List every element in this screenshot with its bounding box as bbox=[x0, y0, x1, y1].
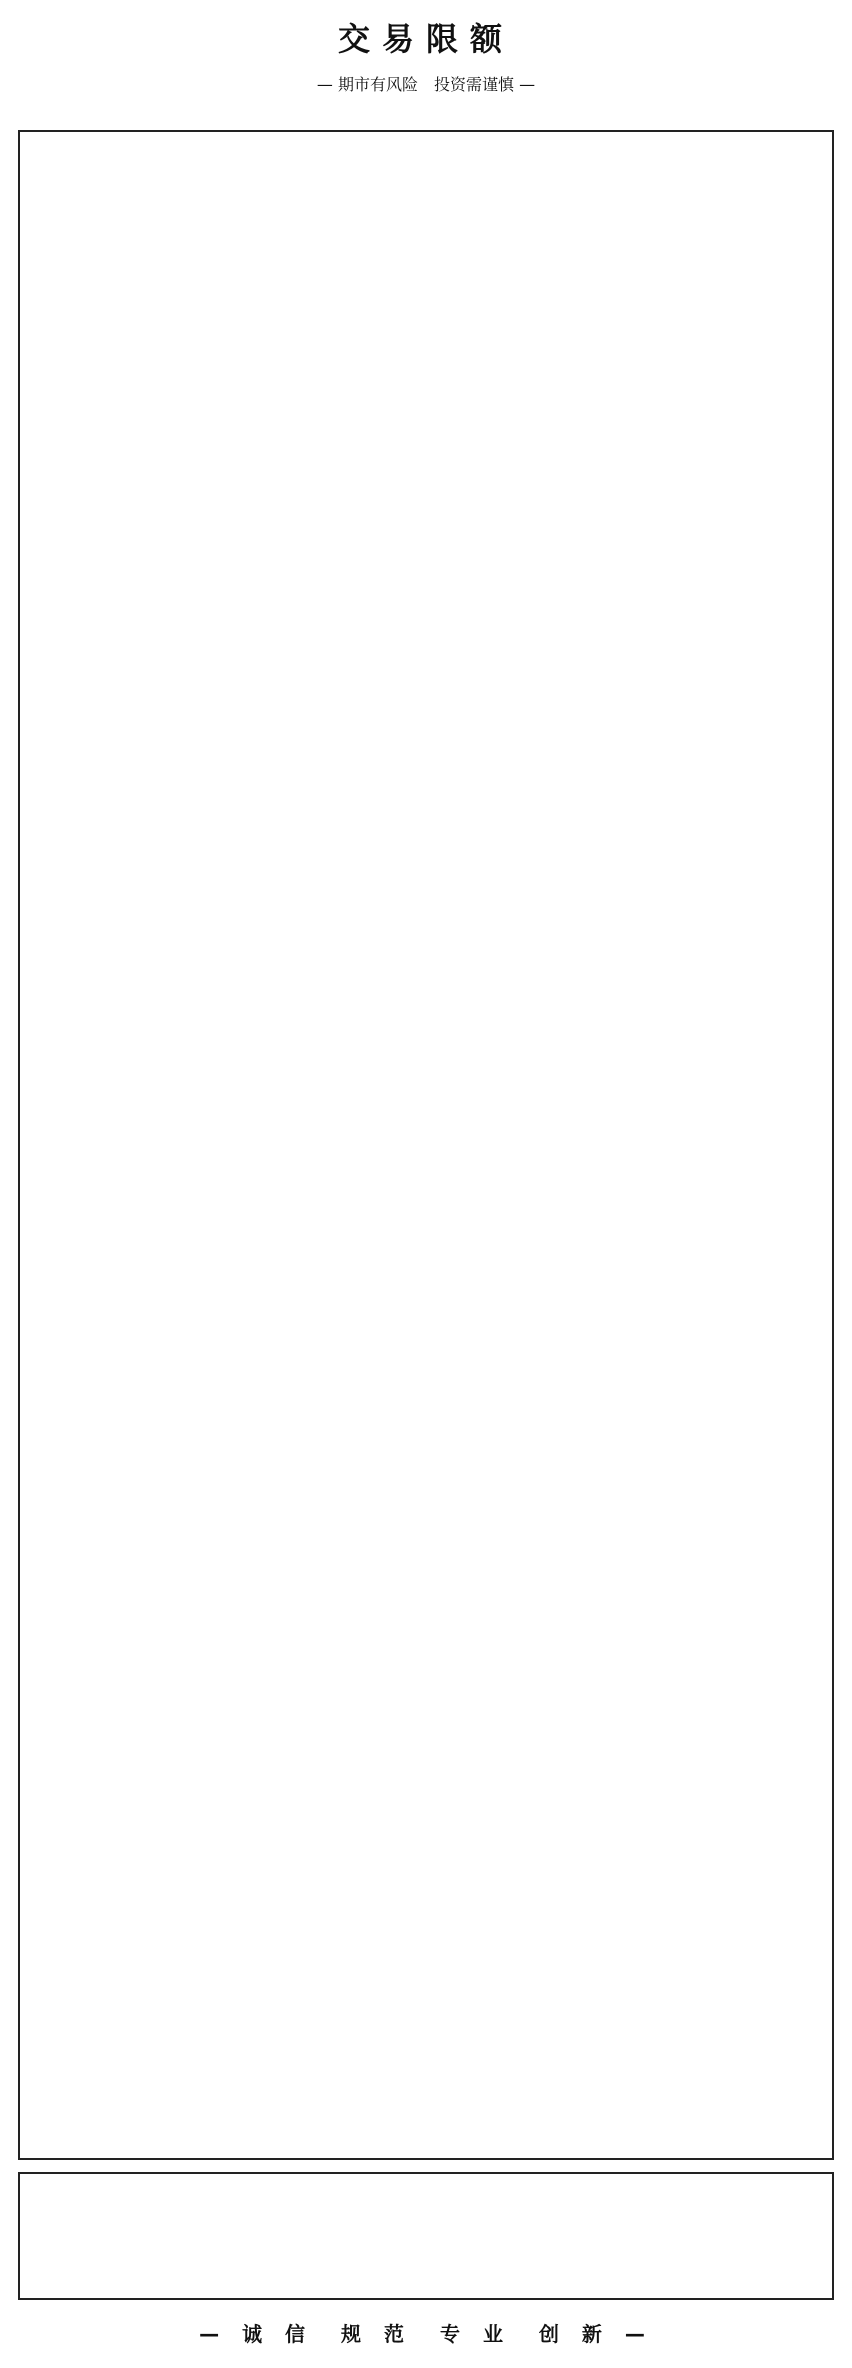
page-title: 交易限额 bbox=[337, 20, 514, 58]
page-subtitle: — 期市有风险 投资需谨慎 — bbox=[316, 75, 536, 94]
limits-table-frame bbox=[18, 130, 834, 2160]
notes-box bbox=[18, 2172, 834, 2300]
page-footer: — 诚 信 规 范 专 业 创 新 — bbox=[199, 2322, 653, 2346]
